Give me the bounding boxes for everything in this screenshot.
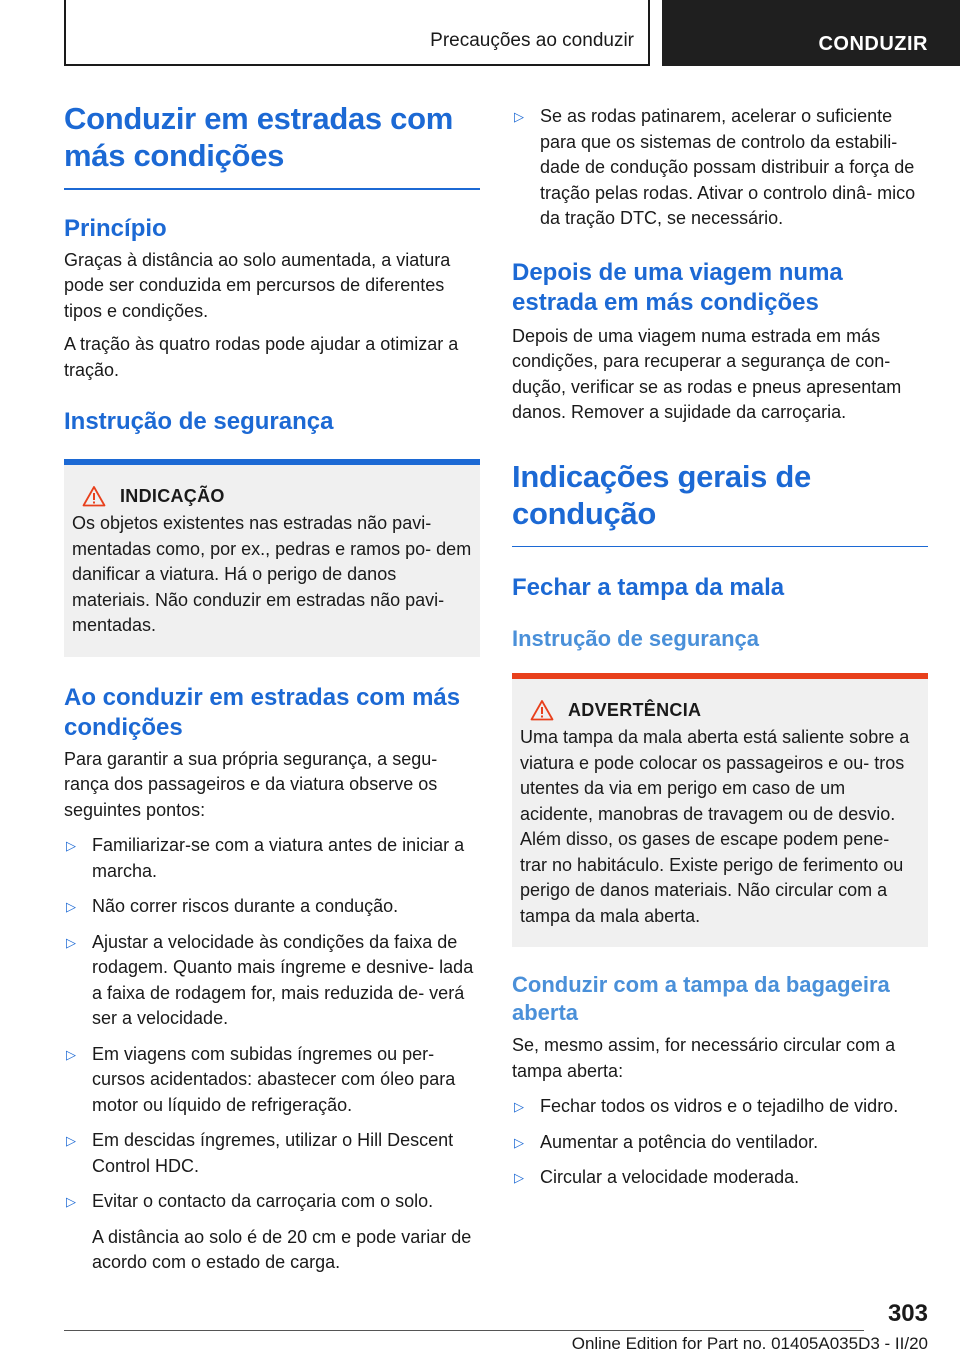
section-heading: Conduzir em estradas com más condições	[64, 101, 454, 173]
warning-triangle-icon	[530, 699, 554, 721]
bullet-triangle-icon: ▷	[66, 1133, 76, 1148]
left-column	[64, 100, 480, 1276]
principle-heading: Princípio	[64, 214, 167, 242]
list-item: ▷ Evitar o contacto da carroçaria com o solo.	[64, 1189, 480, 1215]
list-item: ▷ Em descidas íngremes, utilizar o Hill Descent Control HDC.	[64, 1128, 480, 1179]
warning-triangle-icon	[82, 485, 106, 507]
bullet-triangle-icon: ▷	[514, 109, 524, 124]
list-item: ▷ Circular a velocidade moderada.	[512, 1165, 928, 1191]
heading-rule	[64, 188, 480, 190]
general-heading: Indicações gerais de condução	[512, 458, 811, 531]
notice-title	[82, 485, 472, 507]
driving-heading: Ao conduzir em estradas com más condições	[64, 683, 461, 741]
list-item: ▷ Aumentar a potência do ventilador.	[512, 1130, 928, 1156]
footer-rule	[64, 1330, 864, 1331]
bullet-triangle-icon: ▷	[66, 838, 76, 853]
bullet-triangle-icon: ▷	[514, 1170, 524, 1185]
bullet-triangle-icon: ▷	[66, 899, 76, 914]
footer-edition-text: Online Edition for Part no. 01405A035D3 - II/20	[571, 1334, 928, 1353]
warning-title	[530, 699, 920, 721]
open-trunk-intro: Se, mesmo assim, for necessário circular com a tampa aberta:	[512, 1035, 896, 1081]
bullet-triangle-icon: ▷	[66, 1194, 76, 1209]
trunk-heading: Fechar a tampa da mala	[512, 574, 785, 601]
warning-text: Uma tampa da mala aberta está saliente sobre a viatura e pode colocar os passageiros e ou- tros utentes da via em perigo em caso de um acidente, manobras de travagem ou de desvio. Além disso, os gases de escape podem pene- trar no habitáculo. Existe perigo de ferimento ou perigo de danos materiais. Não circular com a tampa da mala aberta.	[520, 727, 910, 926]
driving-intro: Para garantir a sua própria segurança, a segu- rança dos passageiros e da viatura observe os seguintes pontos:	[64, 748, 438, 820]
bullet-triangle-icon: ▷	[66, 1046, 76, 1062]
bullet-triangle-icon: ▷	[514, 1099, 524, 1114]
notice-box	[64, 459, 480, 657]
safety-heading: Instrução de segurança	[64, 408, 334, 435]
continued-list	[512, 104, 928, 232]
list-item: ▷ Familiarizar-se com a viatura antes de iniciar a marcha.	[64, 833, 480, 884]
page-number: 303	[887, 1300, 928, 1327]
header-chapter-tab	[662, 0, 960, 66]
after-trip-text: Depois de uma viagem numa estrada em más condições, para recuperar a segurança de con- dução, verificar se as rodas e pneus apresentam danos. Remover a sujidade da carroçaria.	[512, 325, 902, 422]
open-trunk-list	[512, 1094, 928, 1191]
warning-label: ADVERTÊNCIA	[568, 699, 702, 720]
bullet-triangle-icon: ▷	[514, 1134, 524, 1150]
bullet-triangle-icon: ▷	[66, 934, 76, 950]
right-column	[512, 100, 928, 1191]
notice-text: Os objetos existentes nas estradas não pavi- mentadas como, por ex., pedras e ramos po- dem danificar a viatura. Há o perigo de danos materiais. Não conduzir em estradas não pavi- mentadas.	[72, 513, 472, 635]
chapter-label: CONDUZIR	[818, 33, 928, 55]
list-item: ▷ Fechar todos os vidros e o tejadilho de vidro.	[512, 1094, 928, 1120]
warning-box	[512, 673, 928, 947]
list-item: ▷ Se as rodas patinarem, acelerar o suficiente para que os sistemas de controlo da estabili- dade de condução possam distribuir a força de tração pelas rodas. Ativar o controlo dinâ- mico da tração DTC, se necessário.	[512, 104, 928, 232]
heading-rule	[512, 546, 928, 548]
notice-label: INDICAÇÃO	[120, 485, 225, 506]
driving-list	[64, 833, 480, 1215]
list-item: ▷ Ajustar a velocidade às condições da faixa de rodagem. Quanto mais íngreme e desnive- lada a faixa de rodagem for, mais reduzida de- verá ser a velocidade.	[64, 930, 480, 1032]
after-trip-heading: Depois de uma viagem numa estrada em más condições	[512, 258, 843, 316]
trunk-safety-heading: Instrução de segurança	[512, 626, 759, 651]
principle-paragraph-1: Graças à distância ao solo aumentada, a viatura pode ser conduzida em percursos de diferentes tipos e condições.	[64, 249, 451, 321]
principle-paragraph-2: A tração às quatro rodas pode ajudar a otimizar a tração.	[64, 334, 459, 380]
list-item: ▷ Não correr riscos durante a condução.	[64, 894, 480, 920]
open-trunk-heading: Conduzir com a tampa da bagageira aberta	[512, 972, 890, 1025]
header-section-title: Precauções ao conduzir	[430, 30, 634, 51]
list-item: ▷ Em viagens com subidas íngremes ou per- cursos acidentados: abastecer com óleo para motor ou líquido de refrigeração.	[64, 1042, 480, 1119]
ground-clearance-note: A distância ao solo é de 20 cm e pode variar de acordo com o estado de carga.	[92, 1226, 472, 1272]
